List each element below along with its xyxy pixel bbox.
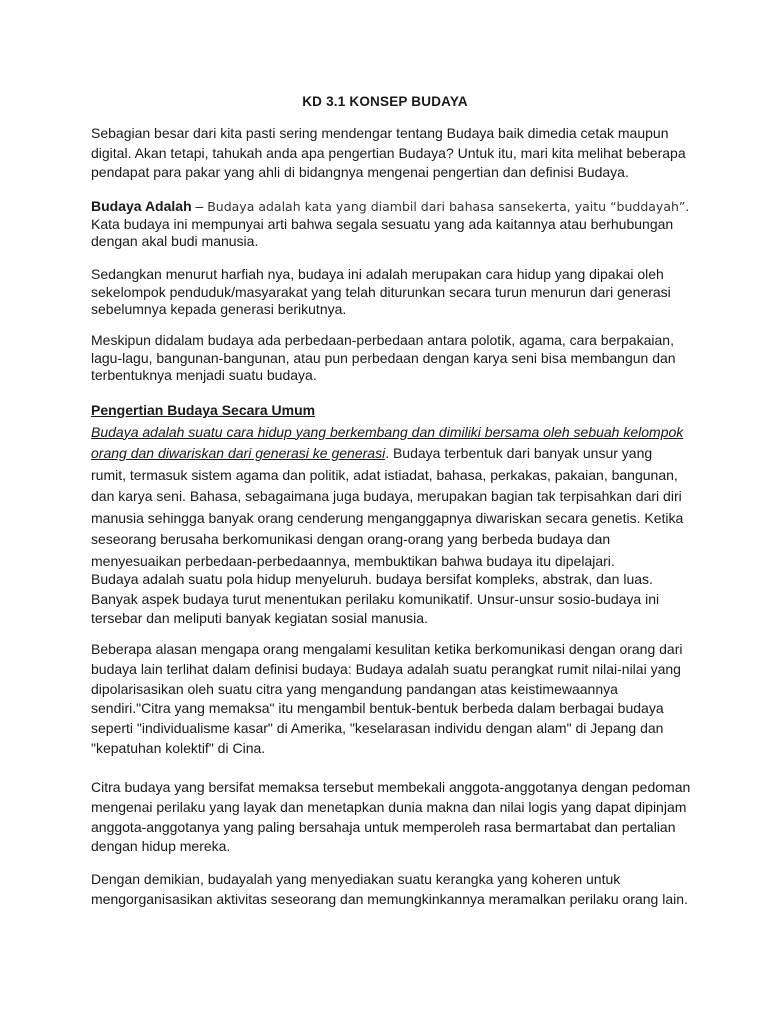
document-title: KD 3.1 KONSEP BUDAYA (302, 94, 468, 109)
meskipun-paragraph: Meskipun didalam budaya ada perbedaan-perbedaan antara polotik, agama, cara berpakaian, lagu-lagu, bangunan-bangunan, atau pun perbedaan dengan karya seni bisa membangun dan terbentuknya menjadi suatu budaya. (91, 332, 676, 383)
pengertian-umum-body: . Budaya terbentuk dari banyak unsur yang rumit, termasuk sistem agama dan politik, adat istiadat, bahasa, perkakas, pakaian, bangunan, dan karya seni. Bahasa, sebagaimana juga budaya, merupakan bagian tak terpisahkan dari diri manusia sehingga banyak orang cenderung menganggapnya diwariskan secara genetis. Ketika seseorang berusaha berkomunikasi dengan orang-orang yang berbeda budaya dan menyesuaikan perbedaan-perbedaannya, membuktikan bahwa budaya itu dipelajari. (91, 445, 684, 569)
pengertian-umum-section (91, 400, 691, 572)
budaya-adalah-continuation: Kata budaya ini mempunyai arti bahwa segala sesuatu yang ada kaitannya atau berhubungan dengan akal budi manusia. (91, 215, 674, 249)
pengertian-umum-definition: Budaya adalah suatu cara hidup yang berkembang dan dimiliki bersama oleh sebuah kelompok orang dan diwariskan dari generasi ke generasi (91, 423, 684, 461)
pola-hidup-paragraph: Budaya adalah suatu pola hidup menyeluruh. budaya bersifat kompleks, abstrak, dan luas. Banyak aspek budaya turut menentukan perilaku komunikatif. Unsur-unsur sosio-budaya ini tersebar dan meliputi banyak kegiatan sosial manusia. (91, 571, 660, 626)
budaya-adalah-definition: Budaya adalah kata yang diambil dari bahasa sansekerta, yaitu “buddayah”. (207, 199, 690, 214)
harfiah-paragraph: Sedangkan menurut harfiah nya, budaya ini adalah merupakan cara hidup yang dipakai oleh sekelompok penduduk/masyarakat yang telah diturunkan secara turun menurun dari generasi sebelumnya kepada generasi berikutnya. (91, 266, 671, 317)
demikian-paragraph: Dengan demikian, budayalah yang menyediakan suatu kerangka yang koheren untuk mengorganisasikan aktivitas seseorang dan memungkinkannya meramalkan perilaku orang lain. (91, 871, 688, 907)
alasan-paragraph: Beberapa alasan mengapa orang mengalami kesulitan ketika berkomunikasi dengan orang dari budaya lain terlihat dalam definisi budaya: Budaya adalah suatu perangkat rumit nilai-nilai yang dipolarisasikan oleh suatu citra yang mengandung pandangan atas keistimewaannya sendiri."Citra yang memaksa" itu mengambil bentuk-bentuk berbeda dalam berbagai budaya seperti "individualisme kasar" di Amerika, "keselarasan individu dengan alam" di Jepang dan "kepatuhan kolektif" di Cina. (91, 641, 683, 756)
citra-paragraph: Citra budaya yang bersifat memaksa tersebut membekali anggota-anggotanya dengan pedoman mengenai perilaku yang layak dan menetapkan dunia makna dan nilai logis yang dapat dipinjam anggota-anggotanya yang paling bersahaja untuk memperoleh rasa bermartabat dan pertalian dengan hidup mereka. (91, 779, 691, 855)
budaya-adalah-dash: – (191, 198, 208, 214)
budaya-adalah-term: Budaya Adalah (91, 198, 192, 214)
budaya-adalah-paragraph (91, 198, 691, 251)
pengertian-umum-heading: Pengertian Budaya Secara Umum (91, 402, 316, 418)
intro-paragraph: Sebagian besar dari kita pasti sering mendengar tentang Budaya baik dimedia cetak maupun digital. Akan tetapi, tahukah anda apa pengertian Budaya? Untuk itu, mari kita melihat beberapa pendapat para pakar yang ahli di bidangnya mengenai pengertian dan definisi Budaya. (91, 125, 686, 180)
